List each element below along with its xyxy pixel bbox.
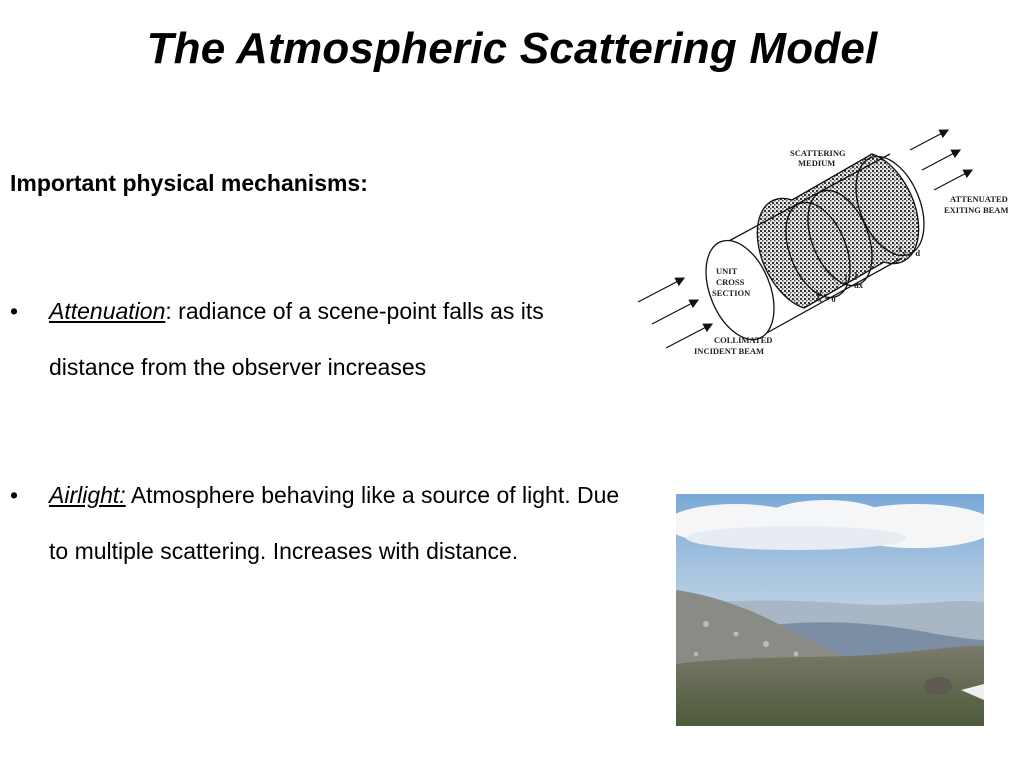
- bullet-attenuation: [10, 283, 630, 395]
- subheading: Important physical mechanisms:: [10, 170, 368, 196]
- exiting-arrows: [910, 130, 972, 190]
- label-cross: CROSS: [716, 277, 745, 287]
- scattering-medium-region: [757, 154, 921, 308]
- mountain-haze-photo: [676, 494, 984, 726]
- slide-title: The Atmospheric Scattering Model: [146, 24, 878, 73]
- bullet-airlight: [10, 467, 630, 579]
- label-attenuated: ATTENUATED: [950, 194, 1008, 204]
- bullet-text: Atmosphere behaving like a source of light. Due to multiple scattering. Increases with distance.: [49, 482, 620, 564]
- bullet-marker: •: [10, 482, 19, 508]
- label-dx: dx: [854, 280, 863, 290]
- label-medium: MEDIUM: [798, 158, 836, 168]
- term-airlight: Airlight:: [49, 482, 126, 508]
- label-x-d: x = d: [902, 248, 921, 258]
- label-collimated: COLLIMATED: [714, 335, 773, 345]
- scattering-diagram: [632, 122, 1024, 362]
- label-unit: UNIT: [716, 266, 738, 276]
- bullet-marker: •: [10, 298, 19, 324]
- cylinder: [693, 147, 938, 350]
- bullet-text: : radiance of a scene-point falls as its distance from the observer increases: [49, 298, 544, 380]
- term-attenuation: Attenuation: [49, 298, 166, 324]
- label-exiting-beam: EXITING BEAM: [944, 205, 1009, 215]
- label-incident-beam: INCIDENT BEAM: [694, 346, 764, 356]
- clouds: [676, 500, 984, 550]
- incident-arrows: [638, 278, 712, 348]
- label-section: SECTION: [712, 288, 751, 298]
- label-x-0: x = 0: [818, 294, 836, 304]
- label-scattering: SCATTERING: [790, 148, 846, 158]
